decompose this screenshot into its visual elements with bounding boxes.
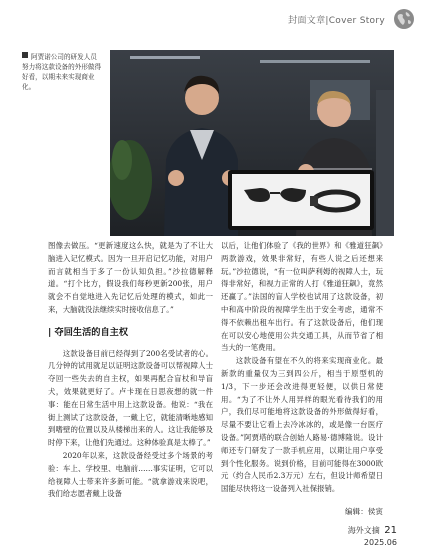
caption-text: 阿贾诺公司的研发人员努力将这款设备的外形做得好看，以期未来实现商业化。: [22, 53, 102, 91]
caption-bullet: [22, 52, 28, 58]
editor-credit: 编辑：侯寅: [345, 506, 383, 516]
section-heading: | 夺回生活的自主权: [48, 326, 129, 338]
magazine-name: 海外文摘: [347, 526, 380, 535]
photo-caption: [22, 52, 102, 92]
paragraph: 这款设备有望在不久的将来实现商业化。最新款的重量仅为三到四公斤，相当于原型机的1/3，下一步还会改进得更轻便，以供日常使用。“为了不让外人用异样的眼光看待我们的用户，我们尽可能地将这款设备的外形做得好看，尽量不要让它看上去冷冰冰的，或是像一台医疗设备。”阿贾塔的联合创始人路易·德博隆说。设计师还专门研发了一款手机应用，以期让用户享受到个性化服务。说到价格，目前可能得在3000欧元（约合人民币2.3万元）左右，但设计师希望日国能尽快将这一设备列入社保报销。: [221, 356, 383, 494]
section-label: 封面文章|Cover Story: [288, 16, 385, 26]
page-footer: [348, 525, 397, 547]
article-right-column: [221, 240, 383, 519]
paragraph: 以后，让他们体验了《我的世界》和《雅道狂飙》两款游戏，效果非常好，有些人说之后还想来玩。”沙拉德说，“有一位叫萨利姆的视障人士，玩得非常好，和视力正常的人打《雅道狂飙》，竟然还赢了。”法国的盲人学校也试用了这款设备，初中和高中阶段的视障学生出于安全考虑，通常不得不依赖出租车出行。有了这款设备后，他们现在可以安心地使用公共交通工具，从而节省了相当大的一笔费用。: [221, 241, 383, 353]
photo-illustration: [110, 50, 394, 236]
issue-date: 2025.06: [363, 538, 397, 547]
paragraph: 这款设备目前已经得到了200名受试者的心。几分钟的试用就足以证明这款设备可以帮视障人士夺回一些失去的自主权，如果再配合盲杖和导盲犬，效果就更好了。卢卡现在日思夜想的就一件事：能在日常生活中用上这款设备。他说：“我在街上测试了这款设备，一戴上它，就能清晰地感知到嗜壁的位置以及从楼梯出来的人。这让我能够及时停下来，让他们先通过。这种体验真是太棒了。”: [48, 348, 213, 448]
paragraph: 图像去做压。“更新速度这么快，就是为了不让大脑进入记忆模式。因为一旦开启记忆功能，对用户而言就相当于多了一份认知负担。”沙拉德解释道。“打个比方，假设我们每秒更新200张，用户就会不自觉地进入先记忆后处理的模式，如此一来，大脑就没法继续实时接收信息了。”: [48, 241, 213, 314]
page-header: [0, 0, 427, 40]
photo-researchers-with-device: [110, 50, 394, 236]
page-number: 21: [384, 525, 397, 536]
paragraph: 2020年以来，这款设备经受过多个场景的考验：车上、学校里、电脑前……事实证明，它可以给视障人士带来许多新可能。“就拿游戏来说吧，我们给志愿者戴上设备: [48, 450, 213, 499]
article-left-column: [48, 240, 213, 501]
globe-icon: [393, 8, 415, 30]
